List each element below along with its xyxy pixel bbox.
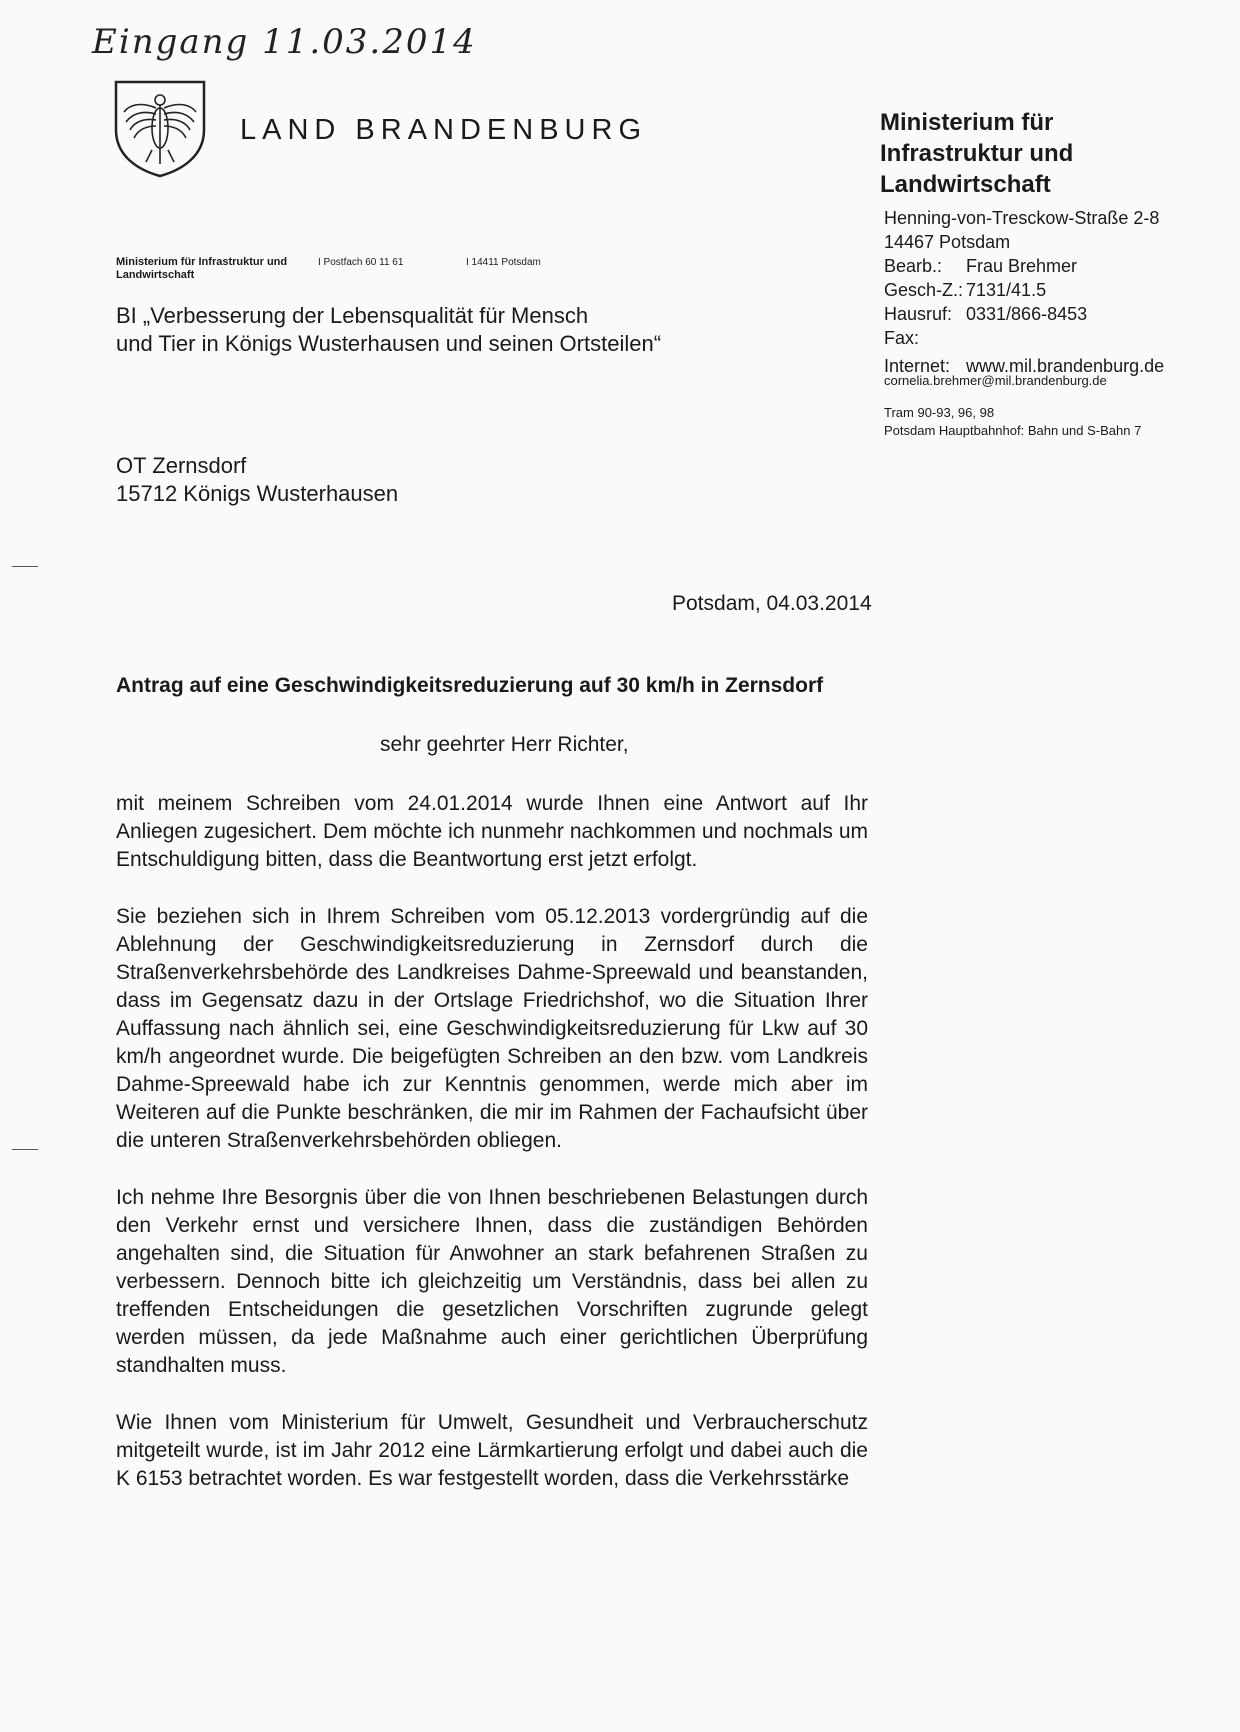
contact-fax-label: Fax: [884, 328, 920, 348]
contact-internet-label: Internet: [884, 356, 951, 376]
body-paragraph-3: Ich nehme Ihre Besorgnis über die von Ihnen beschriebenen Belastungen durch den Verkehr ernst und versichere Ihnen, dass die zuständigen Behörden angehalten sind, die Situation für Anwohner an stark befahrenen Straßen zu verbessern. Dennoch bitte ich gleichzeitig um Verständnis, dass bei allen zu treffenden Entscheidungen die gesetzlichen Vorschriften zugrunde gelegt werden müssen, da jede Maßnahme auch einer gerichtlichen Überprüfung standhalten muss. [116, 1186, 868, 1377]
ministry-title-line-1: Ministerium für [880, 109, 1054, 136]
contact-email: cornelia.brehmer@mil.brandenburg.de [884, 373, 1107, 388]
recipient-line-2: und Tier in Königs Wusterhausen und seinen Ortsteilen“ [116, 331, 662, 356]
contact-gesch-label: Gesch-Z.: [884, 280, 964, 300]
body-paragraph-2: Sie beziehen sich in Ihrem Schreiben vom 05.12.2013 vordergründig auf die Ablehnung der Geschwindigkeitsreduzierung in Zernsdorf durch die Straßenverkehrsbehörde des Landkreises Dahme-Spreewald und beanstanden, dass im Gegensatz dazu in der Ortslage Friedrichshof, wo die Situation Ihrer Auffassung nach ähnlich sei, eine Geschwindigkeitsreduzierung für Lkw auf 30 km/h angeordnet wurde. Die beigefügten Schreiben an den bzw. vom Landkreis Dahme-Spreewald habe ich zur Kenntnis genommen, werde mich aber im Weiteren auf die Punkte beschränken, die mir im Rahmen der Fachaufsicht über die unteren Straßenverkehrsbehörden obliegen. [116, 905, 868, 1152]
contact-internet-value: www.mil.brandenburg.de [966, 356, 1165, 376]
contact-street: Henning-von-Tresckow-Straße 2-8 [884, 208, 1160, 228]
ministry-title [880, 107, 1073, 200]
fold-mark-top [12, 566, 38, 567]
ministry-title-line-2: Infrastruktur und [880, 140, 1074, 167]
handwritten-receipt-note: Eingang 11.03.2014 [92, 22, 477, 62]
recipient-line-1: BI „Verbesserung der Lebensqualität für Mensch [116, 303, 589, 328]
contact-city: 14467 Potsdam [884, 232, 1011, 252]
sender-postfach: I Postfach 60 11 61 [318, 257, 404, 268]
recipient-address [116, 452, 398, 508]
body-paragraph-4: Wie Ihnen vom Ministerium für Umwelt, Gesundheit und Verbraucherschutz mitgeteilt wurde, ist im Jahr 2012 eine Lärmkartierung erfolgt und dabei auch die K 6153 betrachtet worden. Es war festgestellt worden, dass die Verkehrsstärke [116, 1411, 868, 1490]
contact-hausruf-value: 0331/866-8453 [966, 304, 1088, 324]
contact-block [884, 206, 1224, 378]
sender-city: I 14411 Potsdam [466, 257, 541, 268]
sender-name-line-1: Ministerium für Infrastruktur und [116, 256, 288, 268]
letter-body [116, 790, 868, 1522]
sender-name [116, 256, 287, 282]
contact-gesch-value: 7131/41.5 [966, 280, 1047, 300]
brandenburg-eagle-crest-icon [112, 78, 208, 178]
sender-name-line-2: Landwirtschaft [116, 269, 195, 281]
letter-salutation: sehr geehrter Herr Richter, [380, 733, 629, 756]
contact-bearb-label: Bearb.: [884, 256, 943, 276]
body-paragraph-1: mit meinem Schreiben vom 24.01.2014 wurde Ihnen eine Antwort auf Ihr Anliegen zugesichert. Dem möchte ich nunmehr nachkommen und nochmals um Entschuldigung bitten, dass die Beantwortung erst jetzt erfolgt. [116, 792, 868, 871]
contact-bearb-value: Frau Brehmer [966, 256, 1078, 276]
contact-transit [884, 404, 1141, 440]
recipient-organisation [116, 302, 661, 358]
ministry-title-line-3: Landwirtschaft [880, 171, 1051, 198]
fold-mark-middle [12, 1149, 38, 1150]
contact-bahn: Potsdam Hauptbahnhof: Bahn und S-Bahn 7 [884, 423, 1142, 438]
contact-hausruf-label: Hausruf: [884, 304, 953, 324]
letter-date: Potsdam, 04.03.2014 [672, 592, 872, 615]
recipient-line-3: OT Zernsdorf [116, 453, 247, 478]
contact-tram: Tram 90-93, 96, 98 [884, 405, 995, 420]
recipient-line-4: 15712 Königs Wusterhausen [116, 481, 399, 506]
letter-subject: Antrag auf eine Geschwindigkeitsreduzierung auf 30 km/h in Zernsdorf [116, 674, 824, 697]
land-brandenburg-heading: LAND BRANDENBURG [240, 114, 647, 146]
